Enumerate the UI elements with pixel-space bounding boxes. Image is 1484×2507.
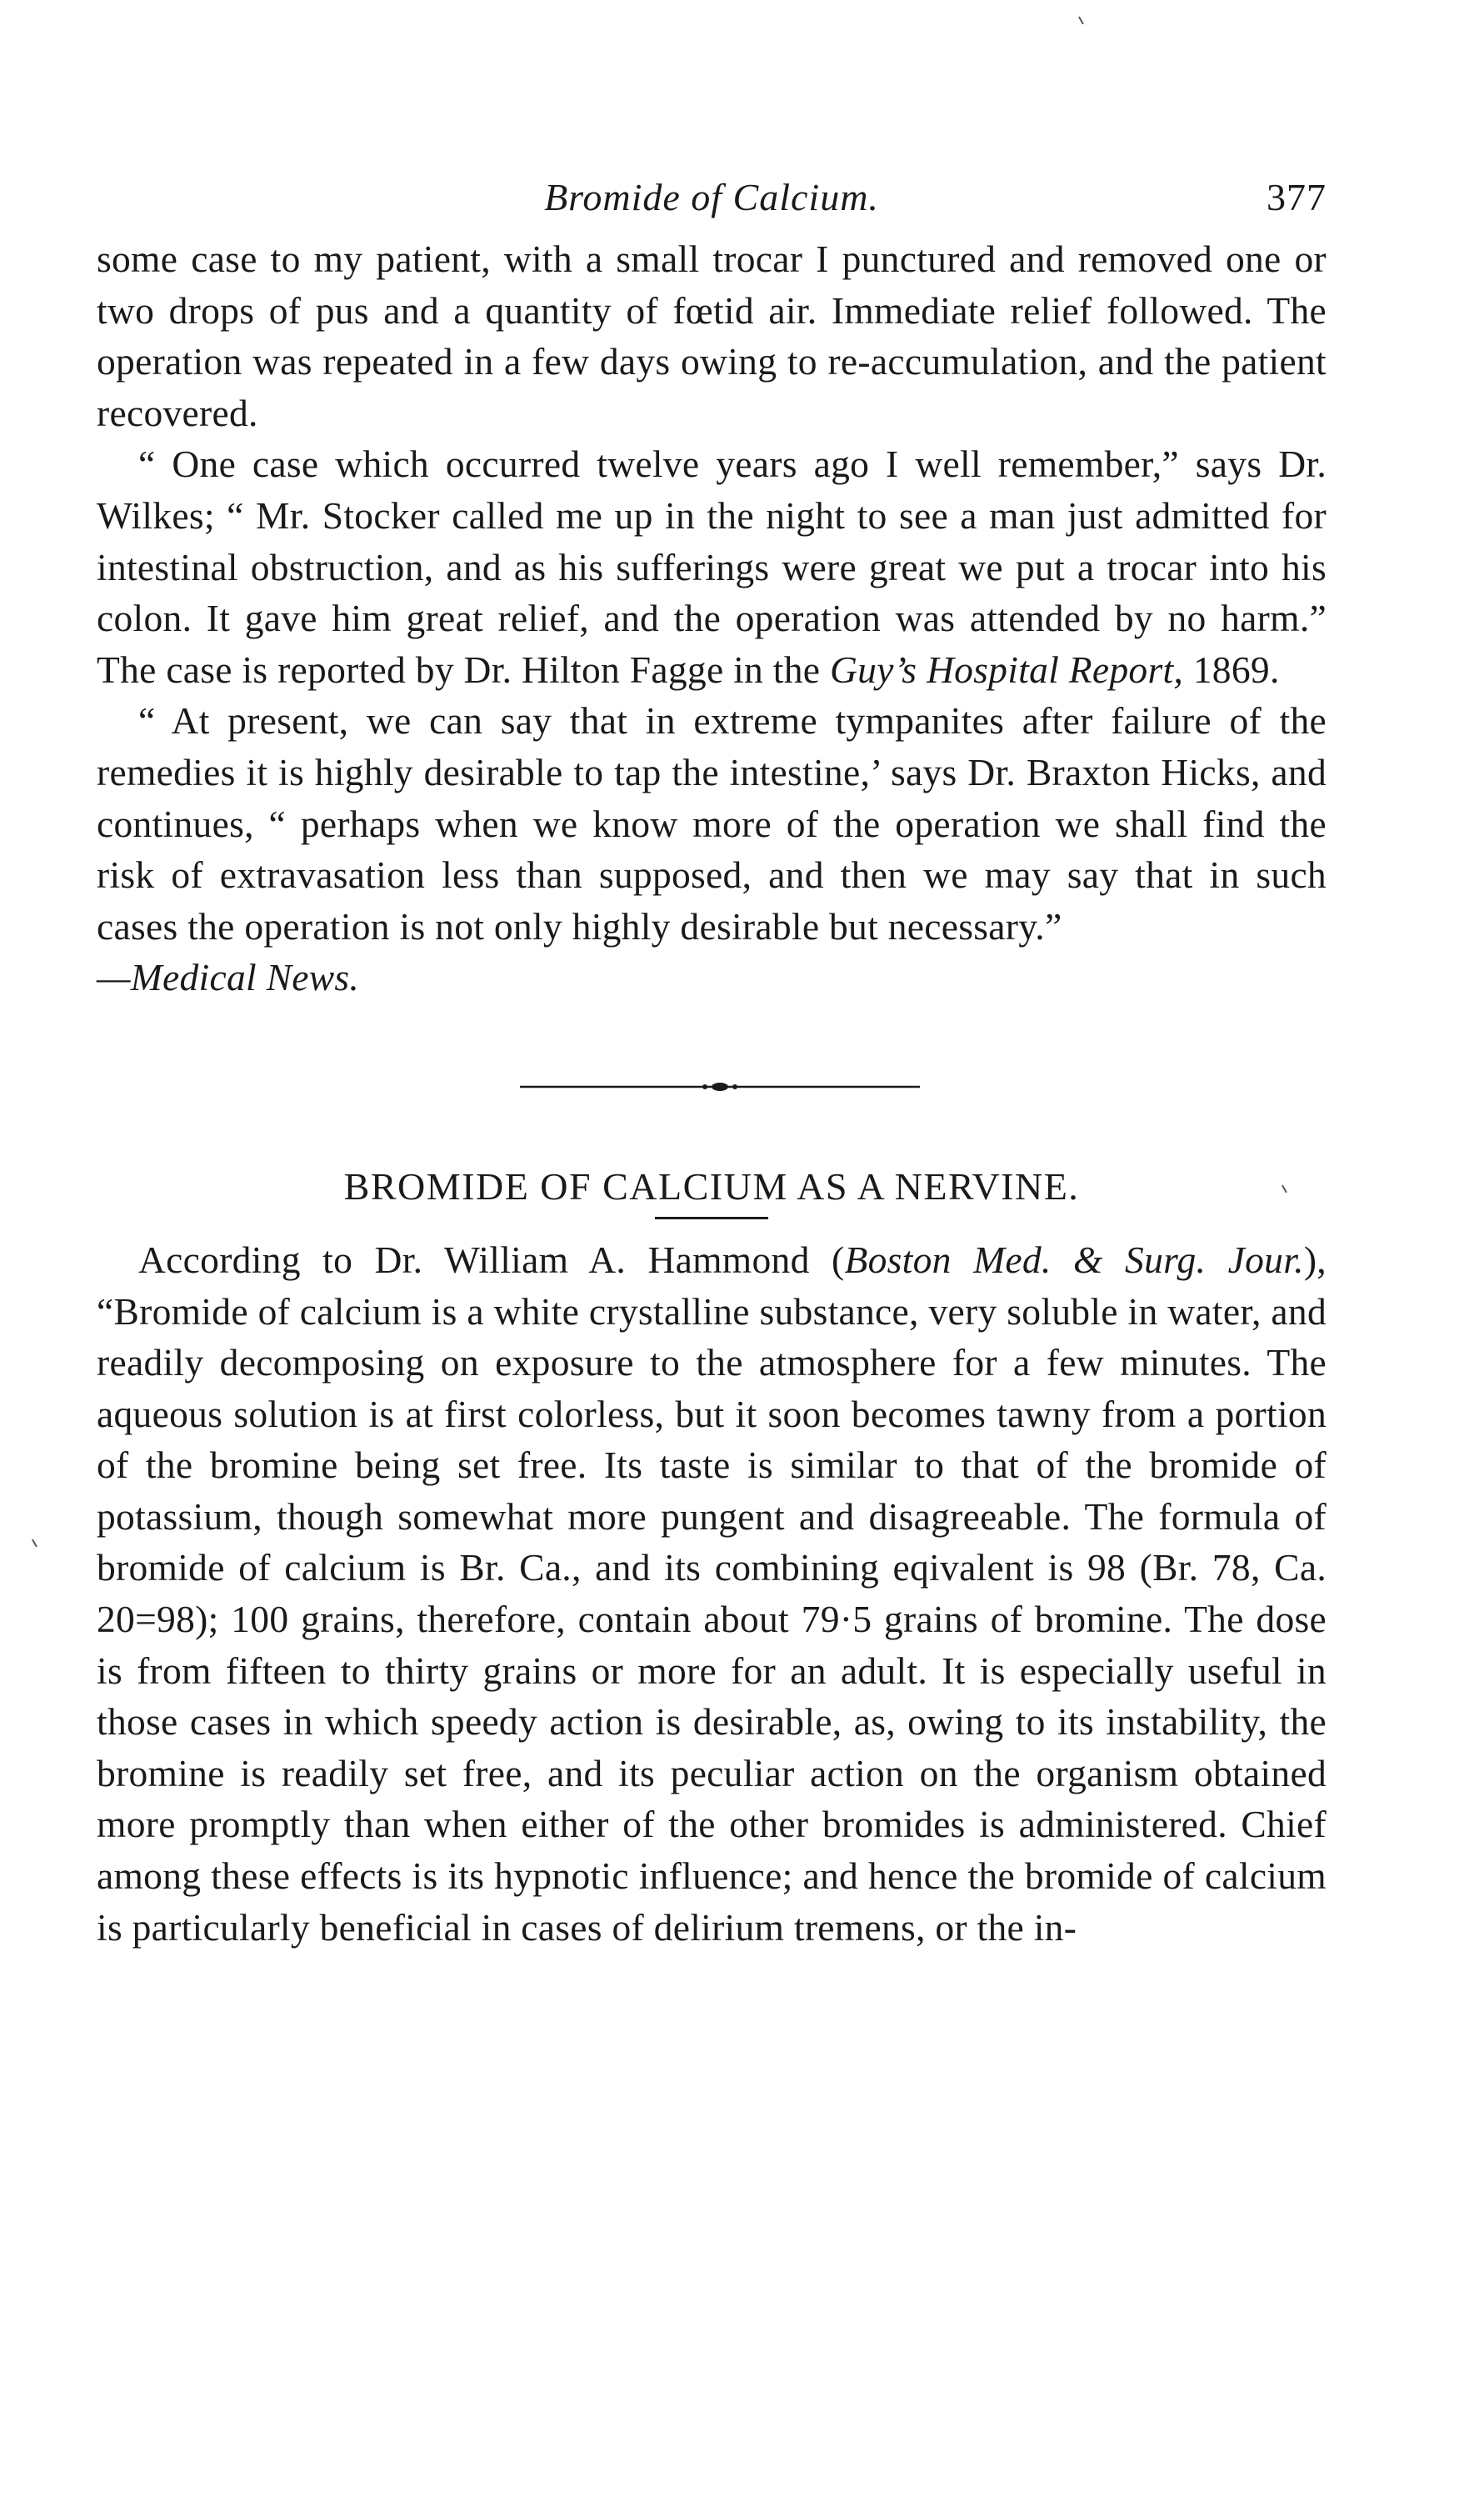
running-title: Bromide of Calcium.: [544, 176, 879, 218]
margin-mark-left: [32, 1537, 42, 1548]
article-trocar: [97, 233, 1327, 1003]
paragraph-bromide: [97, 1234, 1327, 1953]
paragraph-1: some case to my patient, with a small trocar I punctured and removed one or two drops of pus and a quantity of fœtid air. Immediate relief followed. The operation was repeated in a few days owing to re-accumulation, and the patient recovered.: [97, 238, 1327, 434]
bromide-text: “Bromide of calcium is a white crystalline substance, very soluble in water, and readily decomposing on exposure to the atmosphere for a few minutes. The aqueous solution is at first colorless, but it soon becomes tawny from a portion of the bromine being set free. Its taste is similar to that of the bromide of potassium, though somewhat more pungent and disagreeable. The formula of bromide of calcium is Br. Ca., and its combining eqivalent is 98 (Br. 78, Ca. 20=98); 100 grains, therefore, contain about 79·5 grains of bromine. The dose is from fifteen to thirty grains or more for an adult. It is especially useful in those cases in which speedy action is desirable, as, owing to its instability, the bromine is readily set free, and its peculiar action on the organism obtained more promptly than when either of the other bromides is administered. Chief among these effects is its hypnotic influence; and hence the bromide of calcium is particularly beneficial in cases of delirium tremens, or the in-: [97, 1289, 1327, 1949]
running-head: [97, 175, 1327, 233]
citation-year: 1869.: [1183, 648, 1280, 691]
citation-journal: Guy’s Hospital Report,: [829, 648, 1184, 691]
paragraph-2-text: “ One case which occurred twelve years ago I well remember,” says Dr. Wilkes; “ Mr. Stocker called me up in the night to see a man just admitted for intestinal obstruction, and as his sufferings were great we put a trocar into his colon. It gave him great relief, and the operation was attended by no harm.” The case is reported by Dr. Hilton Fagge in the: [97, 443, 1327, 691]
paragraph-3: “ At present, we can say that in extreme tympanites after failure of the remedies it is highly desirable to tap the intestine,’ says Dr. Braxton Hicks, and continues, “ perhaps when we know more of the operation we shall find the risk of extravasation less than supposed, and then we may say that in such cases the operation is not only highly desirable but necessary.”: [97, 699, 1327, 948]
paragraph-2: [97, 438, 1327, 695]
page-number: 377: [1267, 176, 1327, 218]
heading-rule: [655, 1217, 768, 1219]
book-page: [97, 175, 1327, 1953]
section-heading: BROMIDE OF CALCIUM AS A NERVINE.: [343, 1164, 1080, 1208]
section-divider: [97, 1003, 1327, 1162]
source-attribution: —Medical News.: [97, 956, 360, 999]
margin-mark-top: [1078, 14, 1088, 25]
article-bromide: [97, 1234, 1327, 1953]
ornament-rule-icon: [520, 1080, 920, 1093]
intro-journal: Boston Med. & Surg. Jour.: [844, 1238, 1304, 1281]
intro-text: According to Dr. William A. Hammond (: [138, 1238, 845, 1281]
intro-close: ),: [1303, 1238, 1327, 1281]
